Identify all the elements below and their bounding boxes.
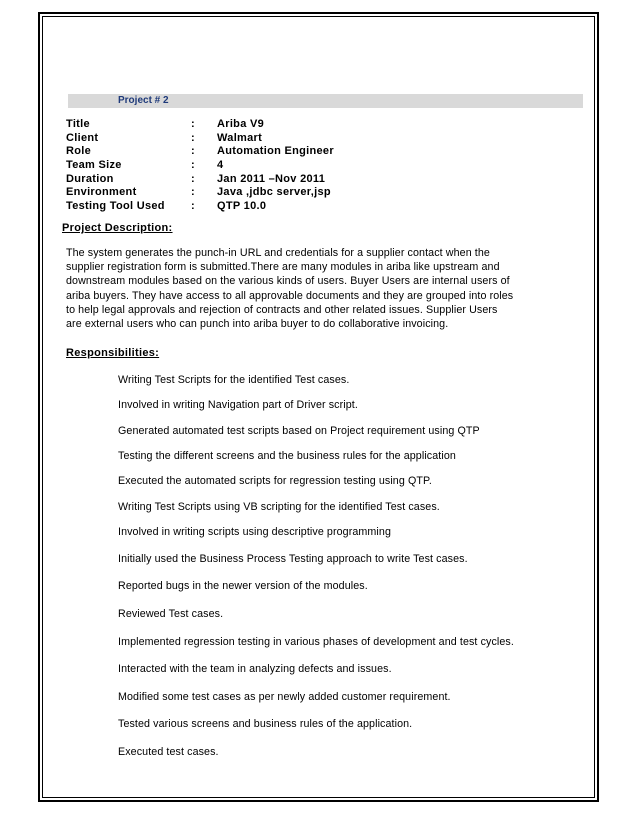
description-line: supplier registration form is submitted.There are many modules in ariba like upstream and [66, 261, 500, 274]
list-item: Implemented regression testing in various phases of development and test cycles. [118, 636, 514, 648]
list-item: Interacted with the team in analyzing defects and issues. [118, 663, 392, 675]
info-colon: : [191, 172, 195, 185]
description-line: ariba buyers. They have access to all approvable documents and they are grouped into roles [66, 289, 514, 302]
info-label: Title [66, 118, 90, 130]
project-description-title: Project Description: [62, 222, 173, 234]
info-value: Jan 2011 –Nov 2011 [217, 172, 326, 185]
list-item: Tested various screens and business rules of the application. [118, 718, 413, 730]
description-line: The system generates the punch-in URL and credentials for a supplier contact when the [66, 247, 490, 259]
info-label: Role [66, 145, 92, 158]
list-item: Writing Test Scripts for the identified Test cases. [118, 374, 350, 386]
info-label: Client [66, 131, 99, 144]
info-colon: : [191, 118, 195, 130]
info-label: Environment [66, 186, 137, 199]
list-item: Generated automated test scripts based on Project requirement using QTP [118, 425, 480, 437]
project-heading-bar [68, 94, 583, 108]
list-item: Executed the automated scripts for regression testing using QTP. [118, 475, 432, 487]
info-colon: : [191, 186, 195, 199]
list-item: Initially used the Business Process Testing approach to write Test cases. [118, 553, 468, 565]
project-description [66, 246, 576, 331]
list-item: Reported bugs in the newer version of the modules. [118, 580, 368, 592]
list-item: Involved in writing scripts using descriptive programming [118, 526, 391, 538]
info-label: Testing Tool Used [66, 200, 165, 213]
list-item: Reviewed Test cases. [118, 608, 224, 620]
list-item: Testing the different screens and the business rules for the application [118, 450, 456, 462]
responsibilities-title: Responsibilities: [66, 347, 160, 359]
info-colon: : [191, 200, 195, 213]
info-colon: : [191, 131, 195, 144]
list-item: Involved in writing Navigation part of Driver script. [118, 399, 358, 411]
info-colon: : [191, 145, 195, 158]
list-item: Modified some test cases as per newly added customer requirement. [118, 691, 451, 703]
info-value: QTP 10.0 [217, 200, 267, 213]
description-line: downstream modules based on the various kinds of users. Buyer Users are internal users of [66, 275, 510, 288]
project-heading: Project # 2 [118, 95, 169, 106]
description-line: to help legal approvals and rejection of contracts and other related issues. Supplier Users [66, 303, 498, 316]
list-item: Writing Test Scripts using VB scripting for the identified Test cases. [118, 501, 440, 513]
info-label: Team Size [66, 159, 122, 172]
list-item: Executed test cases. [118, 746, 219, 758]
description-line: are external users who can punch into ariba buyer to do collaborative invoicing. [66, 318, 449, 331]
info-value: 4 [217, 159, 224, 172]
info-colon: : [191, 159, 195, 172]
info-value: Ariba V9 [217, 118, 265, 130]
info-label: Duration [66, 172, 114, 185]
info-value: Java ,jdbc server,jsp [217, 186, 331, 199]
info-value: Automation Engineer [217, 145, 334, 158]
info-value: Walmart [217, 131, 263, 144]
